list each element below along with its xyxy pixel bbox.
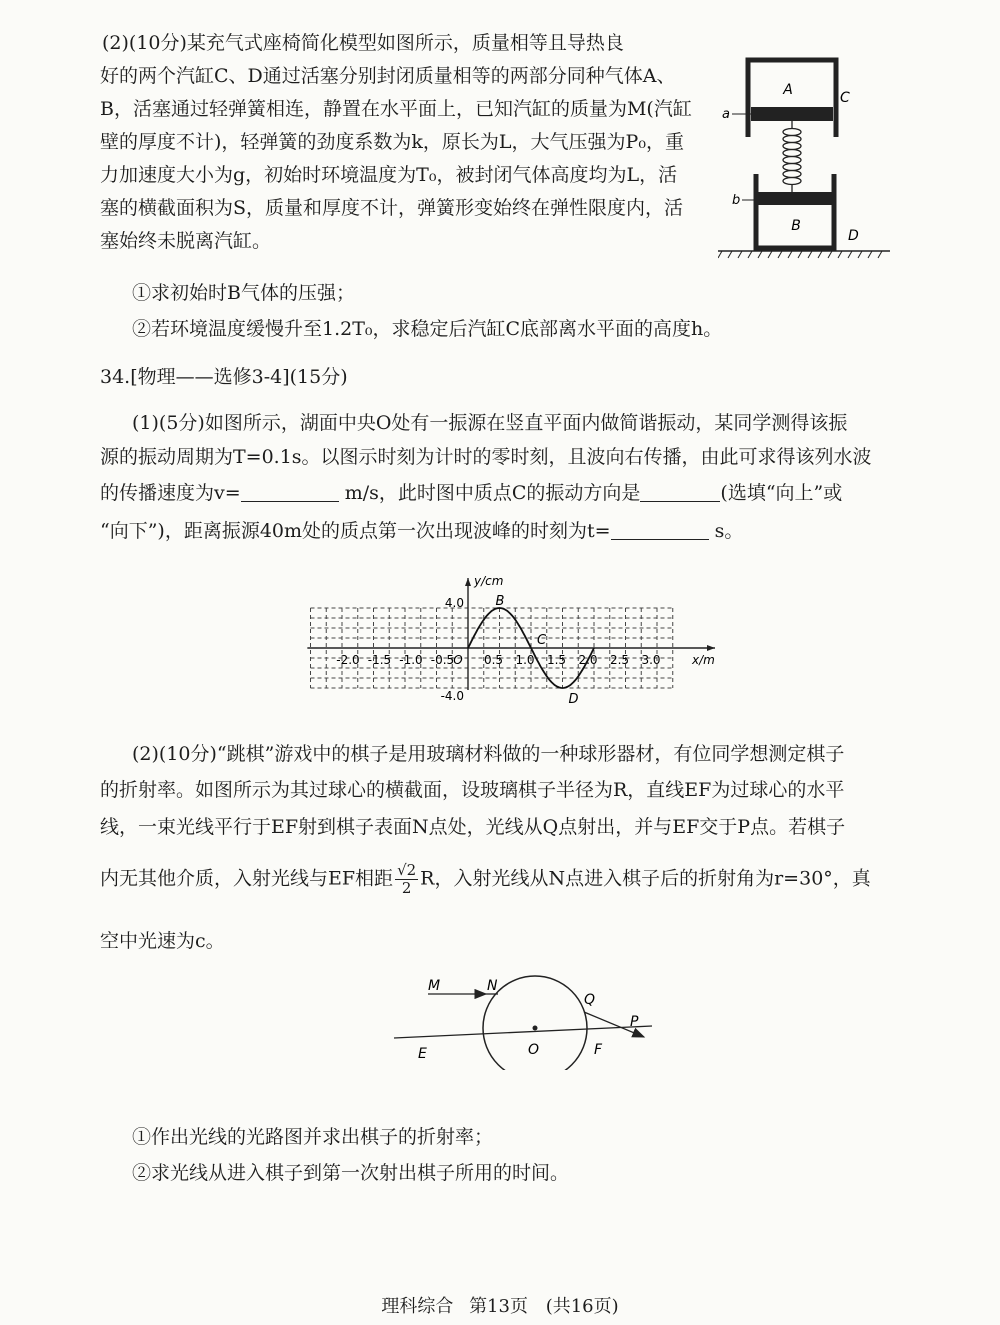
answer-blank-time[interactable] (611, 519, 709, 540)
point-label-D: D (568, 692, 579, 707)
x-axis-arrow (707, 645, 715, 651)
wave-data-point (483, 619, 484, 620)
wave-data-point (515, 619, 516, 620)
q33-sub-1: ①求初始时B气体的压强； (132, 282, 355, 304)
wave-data-point (593, 647, 594, 648)
label-A: A (783, 82, 793, 98)
page-footer (0, 1292, 1000, 1318)
q34-2-line-5: 空中光速为c。 (100, 930, 225, 952)
sphere-figure (388, 970, 668, 1070)
x-tick-label: -2.0 (336, 653, 360, 667)
q33-line-5: 力加速度大小为g，初始时环境温度为T₀，被封闭气体高度均为L，活 (100, 164, 678, 186)
answer-blank-speed[interactable] (241, 481, 339, 502)
y-tick-label: -4.0 (440, 689, 464, 703)
label-a: a (722, 107, 730, 122)
piston-b (758, 192, 832, 205)
point-label-C: C (537, 633, 547, 648)
q33-line-2: 好的两个汽缸C、D通过活塞分别封闭质量相等的两部分同种气体A、 (100, 65, 676, 87)
chart-axes (307, 574, 715, 690)
q34-2-line-3: 线，一束光线平行于EF射到棋子表面N点处，光线从Q点射出，并与EF交于P点。若棋子 (100, 816, 846, 838)
wave-data-point (562, 687, 563, 688)
q34-1-l3-c: (选填“向上”或 (720, 482, 843, 504)
q34-header: 34.[物理——选修3-4](15分) (100, 366, 348, 388)
label-N: N (487, 978, 498, 994)
wave-data-point (546, 676, 547, 677)
q34-1-line-1: (1)(5分)如图所示，湖面中央O处有一振源在竖直平面内做简谐振动，某同学测得该振 (132, 412, 848, 434)
q34-2-sub-1: ①作出光线的光路图并求出棋子的折射率； (132, 1126, 494, 1148)
label-E: E (418, 1046, 427, 1062)
footer-total: (共16页) (545, 1296, 619, 1317)
q34-2-l4-b: R，入射光线从N点进入棋子后的折射角为r=30°，真 (420, 867, 871, 890)
x-tick-label: -0.5 (430, 653, 455, 667)
x-tick-label: 0.5 (483, 653, 504, 667)
wave-data-point (467, 647, 468, 648)
label-C: C (840, 90, 850, 106)
wave-data-point (578, 676, 579, 677)
label-O: O (528, 1042, 540, 1058)
q34-2-sub-2: ②求光线从进入棋子到第一次射出棋子所用的时间。 (132, 1162, 570, 1184)
x-tick-label: -1.0 (399, 653, 423, 667)
q34-1-line-2: 源的振动周期为T=0.1s。以图示时刻为计时的零时刻，且波向右传播，由此可求得该列水波 (100, 446, 872, 468)
y-tick-label: 4.0 (444, 596, 464, 610)
frac-num: √2 (397, 861, 417, 879)
q34-2-l4-a: 内无其他介质，入射光线与EF相距 (100, 867, 394, 890)
wave-chart (290, 570, 730, 710)
q34-2-line-1: (2)(10分)“跳棋”游戏中的棋子是用玻璃材料做的一种球形器材，有位同学想测定棋子 (132, 743, 845, 765)
q34-1-l3-b: m/s，此时图中质点C的振动方向是 (344, 482, 641, 504)
label-P: P (630, 1014, 639, 1030)
center-O (533, 1026, 538, 1031)
x-tick-label: 1.0 (515, 653, 535, 667)
line-EF (394, 1026, 652, 1038)
x-axis-label: x/m (692, 653, 715, 667)
q33-line-4: 壁的厚度不计)，轻弹簧的劲度系数为k，原长为L，大气压强为P₀，重 (100, 131, 684, 153)
label-D: D (848, 228, 859, 244)
x-tick-label: -1.5 (367, 653, 392, 667)
answer-blank-direction[interactable] (640, 481, 720, 502)
label-B: B (791, 218, 801, 234)
x-tick-label: O (453, 653, 463, 667)
x-tick-label: 2.5 (609, 653, 630, 667)
label-F: F (594, 1042, 603, 1058)
q34-1-l3-a: 的传播速度为v= (100, 482, 241, 504)
q33-line-7: 塞始终未脱离汽缸。 (100, 230, 272, 252)
q33-line-3: B，活塞通过轻弹簧相连，静置在水平面上，已知汽缸的质量为M(汽缸 (100, 98, 692, 120)
fraction-sqrt2-over-2 (395, 862, 418, 897)
label-Q: Q (584, 992, 596, 1008)
label-M: M (428, 978, 441, 994)
q34-1-l4-b: s。 (714, 520, 744, 542)
q34-1-line-4 (100, 518, 743, 544)
chart-ticks (336, 596, 660, 703)
q33-sub-2: ②若环境温度缓慢升至1.2T₀，求稳定后汽缸C底部离水平面的高度h。 (132, 318, 723, 340)
q34-1-l4-a: “向下”)，距离振源40m处的质点第一次出现波峰的时刻为t= (100, 520, 611, 542)
piston-a (751, 107, 833, 121)
y-axis-label: y/cm (474, 574, 504, 588)
label-b: b (732, 193, 741, 208)
point-label-B: B (495, 594, 505, 609)
x-tick-label: 2.0 (578, 653, 598, 667)
q33-line-1: (2)(10分)某充气式座椅简化模型如图所示，质量相等且导热良 (102, 32, 624, 54)
q34-1-line-3 (100, 480, 842, 506)
cylinder-figure (718, 52, 898, 262)
footer-page: 第13页 (469, 1296, 528, 1317)
spring (783, 121, 801, 192)
q33-line-6: 塞的横截面积为S，质量和厚度不计，弹簧形变始终在弹性限度内，活 (100, 197, 684, 219)
q34-2-line-4 (100, 862, 871, 897)
y-axis-arrow (465, 578, 471, 586)
x-tick-label: 3.0 (641, 653, 661, 667)
frac-den: 2 (401, 879, 412, 897)
wave-data-point (530, 647, 531, 648)
x-tick-label: 1.5 (546, 653, 567, 667)
footer-subject: 理科综合 (381, 1296, 454, 1317)
q34-2-line-2: 的折射率。如图所示为其过球心的横截面，设玻璃棋子半径为R，直线EF为过球心的水平 (100, 779, 845, 801)
